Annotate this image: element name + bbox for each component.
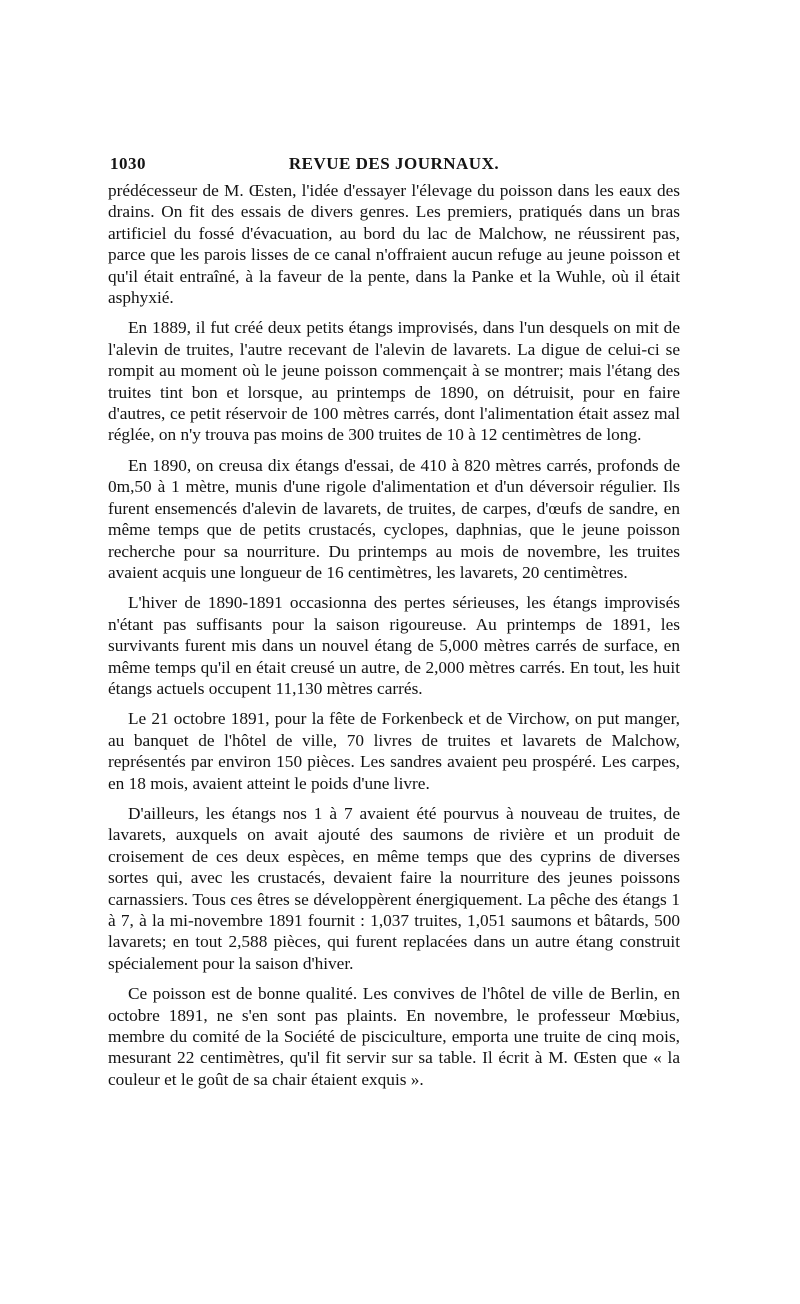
document-page xyxy=(108,150,680,1099)
paragraph-6: D'ailleurs, les étangs nos 1 à 7 avaient été pourvus à nouveau de truites, de lavarets, auxquels on avait ajouté des saumons de rivière et un produit de croisement de ces deux espèces, en même temps que des cyprins de diverses sortes qui, avec les crustacés, devaient faire la nourriture des jeunes poissons carnassiers. Tous ces êtres se développèrent énergiquement. La pêche des étangs 1 à 7, à la mi-novembre 1891 fournit : 1,037 truites, 1,051 saumons et bâtards, 500 lavarets; en tout 2,588 pièces, qui furent replacées dans un autre étang construit spécialement pour la saison d'hiver. xyxy=(108,803,680,973)
running-header xyxy=(108,150,680,180)
paragraph-7: Ce poisson est de bonne qualité. Les convives de l'hôtel de ville de Berlin, en octobre 1891, ne s'en sont pas plaints. En novembre, le professeur Mœbius, membre du comité de la Société de pisciculture, emporta une truite de cinq mois, mesurant 22 centimètres, qu'il fit servir sur sa table. Il écrit à M. Œsten que « la couleur et le goût de sa chair étaient exquis ». xyxy=(108,984,680,1089)
paragraph-2: En 1889, il fut créé deux petits étangs improvisés, dans l'un desquels on mit de l'alevin de truites, l'autre recevant de l'alevin de lavarets. La digue de celui-ci se rompit au moment où le jeune poisson commençait à se montrer; mais l'étang des truites tint bon et lorsque, au printemps de 1890, on détruisit, pour en faire d'autres, ce petit réservoir de 100 mètres carrés, dont l'alimentation était assez mal réglée, on n'y trouva pas moins de 300 truites de 10 à 12 centimètres de long. xyxy=(108,318,680,445)
paragraph-5: Le 21 octobre 1891, pour la fête de Forkenbeck et de Virchow, on put manger, au banquet de l'hôtel de ville, 70 livres de truites et lavarets de Malchow, représentés par environ 150 pièces. Les sandres avaient peu prospéré. Les carpes, en 18 mois, avaient atteint le poids d'une livre. xyxy=(108,709,680,793)
page-number: 1030 xyxy=(110,154,146,173)
paragraph-4: L'hiver de 1890-1891 occasionna des pertes sérieuses, les étangs improvisés n'étant pas suffisants pour la saison rigoureuse. Au printemps de 1891, les survivants furent mis dans un nouvel étang de 5,000 mètres carrés de surface, en même temps qu'il en était creusé un autre, de 2,000 mètres carrés. En tout, les huit étangs actuels occupent 11,130 mètres carrés. xyxy=(108,593,680,698)
paragraph-1: prédécesseur de M. Œsten, l'idée d'essayer l'élevage du poisson dans les eaux des drains. On fit des essais de divers genres. Les premiers, pratiqués dans un bras artificiel du fossé d'évacuation, au bord du lac de Malchow, ne réussirent pas, parce que les parois lisses de ce canal n'offraient aucun refuge au jeune poisson et qu'il était entraîné, à la faveur de la pente, dans la Panke et la Wuhle, où il était asphyxié. xyxy=(108,181,680,308)
running-title: REVUE DES JOURNAUX. xyxy=(288,154,500,173)
body-text xyxy=(108,180,680,1090)
paragraph-3: En 1890, on creusa dix étangs d'essai, de 410 à 820 mètres carrés, profonds de 0m,50 à 1 mètre, munis d'une rigole d'alimentation et d'un déversoir régulier. Ils furent ensemencés d'alevin de lavarets, de truites, de carpes, d'œufs de sandre, en même temps que de petits crustacés, cyclopes, daphnias, que le jeune poisson recherche pour sa nourriture. Du printemps au mois de novembre, les truites avaient acquis une longueur de 16 centimètres, les lavarets, 20 centimètres. xyxy=(108,455,680,582)
